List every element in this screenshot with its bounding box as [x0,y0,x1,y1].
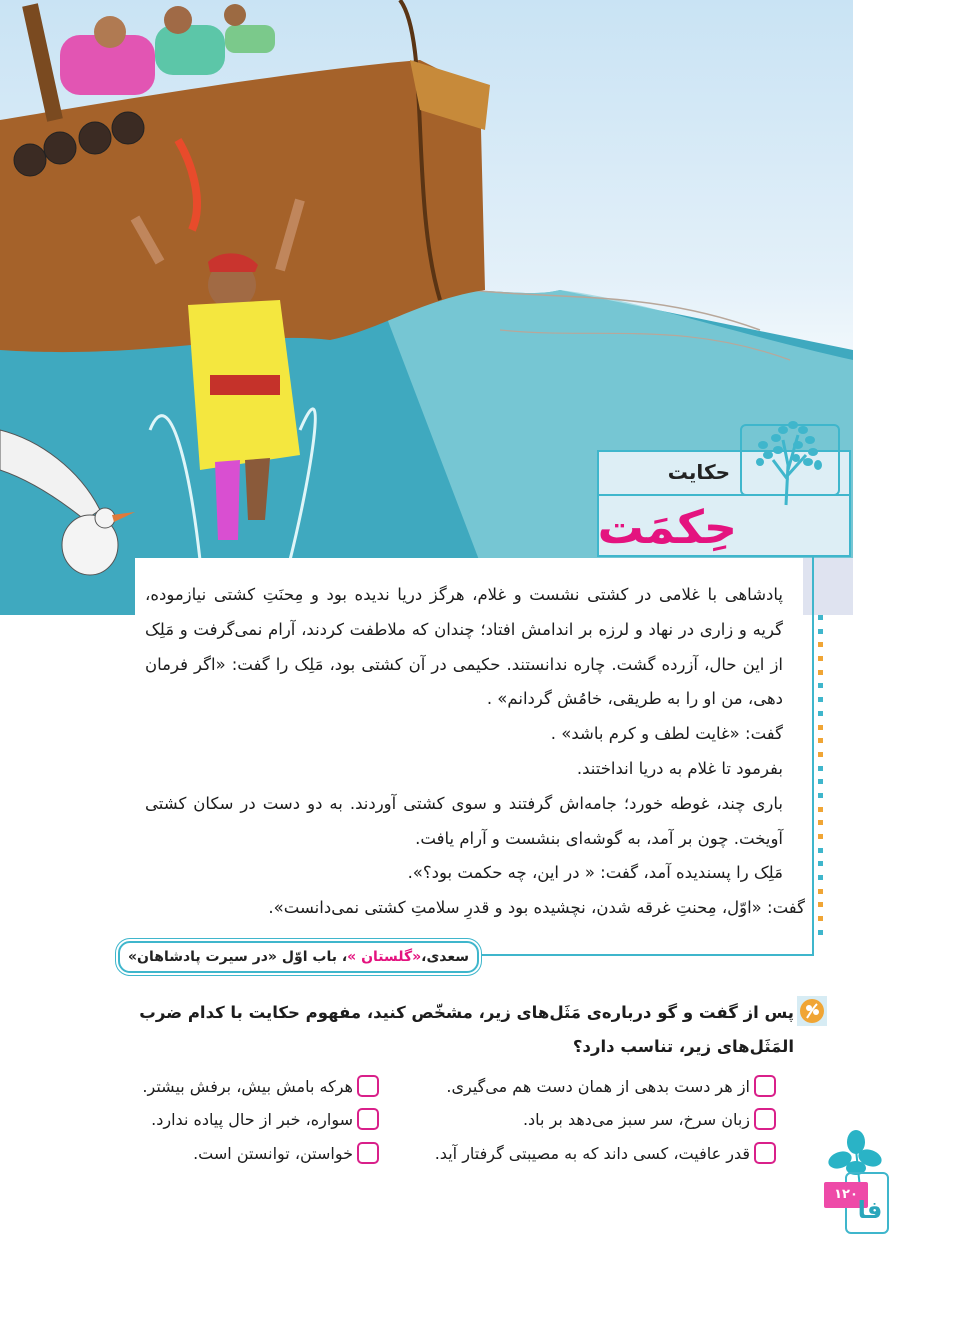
citation-author: سعدی، [421,949,470,965]
option-item[interactable] [523,1104,776,1134]
option-checkbox[interactable] [357,1142,379,1164]
citation-chapter: ، باب اوّل «در سیرت پادشاهان» [128,949,348,965]
dotted-border [818,615,823,950]
option-checkbox[interactable] [754,1075,776,1097]
option-label: سواره، خبر از حال پیاده ندارد. [151,1109,353,1129]
option-label: خواستن، توانستن است. [193,1143,353,1163]
citation-book: «گلستان » [347,949,422,965]
source-citation [118,941,479,973]
horizontal-rule [470,954,814,956]
story-paragraph: باری چند، غوطه خورد؛ جامه‌اش گرفتند و سوی کشتی آوردند. به دو دست در سکان کشتی آویخت. چون بر آمد، به گوشه‌ای بنشست و آرام یافت. [145,793,783,848]
option-label: قدر عافیت، کسی داند که به مصیبتی گرفتار آید. [434,1143,750,1163]
story-title: حِکمَت [597,500,737,554]
option-label: هرکه بامش بیش، برفش بیشتر. [142,1076,353,1096]
exercise-question: پس از گفت و گو درباره‌ی مَثَل‌های زیر، مشخّص کنید، مفهوم حکایت با کدام ضرب المَثَل‌های زیر، تناسب دارد؟ [139,1003,794,1056]
story-paragraph: بفرمود تا غلام به دریا انداختند. [576,758,783,778]
panel-shade [803,558,853,615]
courtier-green [155,25,225,75]
book-logo: فا [857,1196,883,1224]
story-subtitle: حکایت [667,460,730,484]
tree-icon [738,410,838,510]
story-paragraph: پادشاهی با غلامی در کشتی نشست و غلام، هرگز دریا ندیده بود و مِحنَتِ کشتی نیازموده، گریه و زاری در نهاد و لرزه بر اندامش افتاد؛ چندان که ملاطفت کردند، آرام نمی‌گرفت و مَلِک از این حال، آزرده گشت. چاره ندانستند. حکیمی در آن کشتی بود، مَلِک را گفت: «اگر فرمان دهی، من او را به طریقی، خامُش گردانم» . [145,585,783,709]
vertical-rule [812,557,814,955]
option-checkbox[interactable] [357,1108,379,1130]
story-paragraph: گفت: «غایت لطف و کرم باشد» . [550,724,783,744]
option-checkbox[interactable] [754,1142,776,1164]
option-item[interactable] [193,1138,379,1168]
option-label: از هر دست بدهی از همان دست هم می‌گیری. [446,1076,750,1096]
story-paragraph: مَلِک را پسندیده آمد، گفت: « در این، چه حکمت بود؟». [407,863,783,883]
option-checkbox[interactable] [357,1075,379,1097]
option-checkbox[interactable] [754,1108,776,1130]
option-item[interactable] [142,1071,379,1101]
page-number: ۱۲۰ [824,1182,868,1208]
story-text [145,578,805,926]
option-item[interactable] [446,1071,776,1101]
discussion-icon [797,996,827,1026]
option-item[interactable] [435,1138,776,1168]
option-item[interactable] [151,1104,379,1134]
option-label: زبان سرخ، سر سبز می‌دهد بر باد. [522,1109,750,1129]
story-paragraph: گفت: «اوّل، مِحنتِ غرقه شدن، نچشیده بود و قدرِ سلامتِ کشتی نمی‌دانست». [268,898,805,918]
